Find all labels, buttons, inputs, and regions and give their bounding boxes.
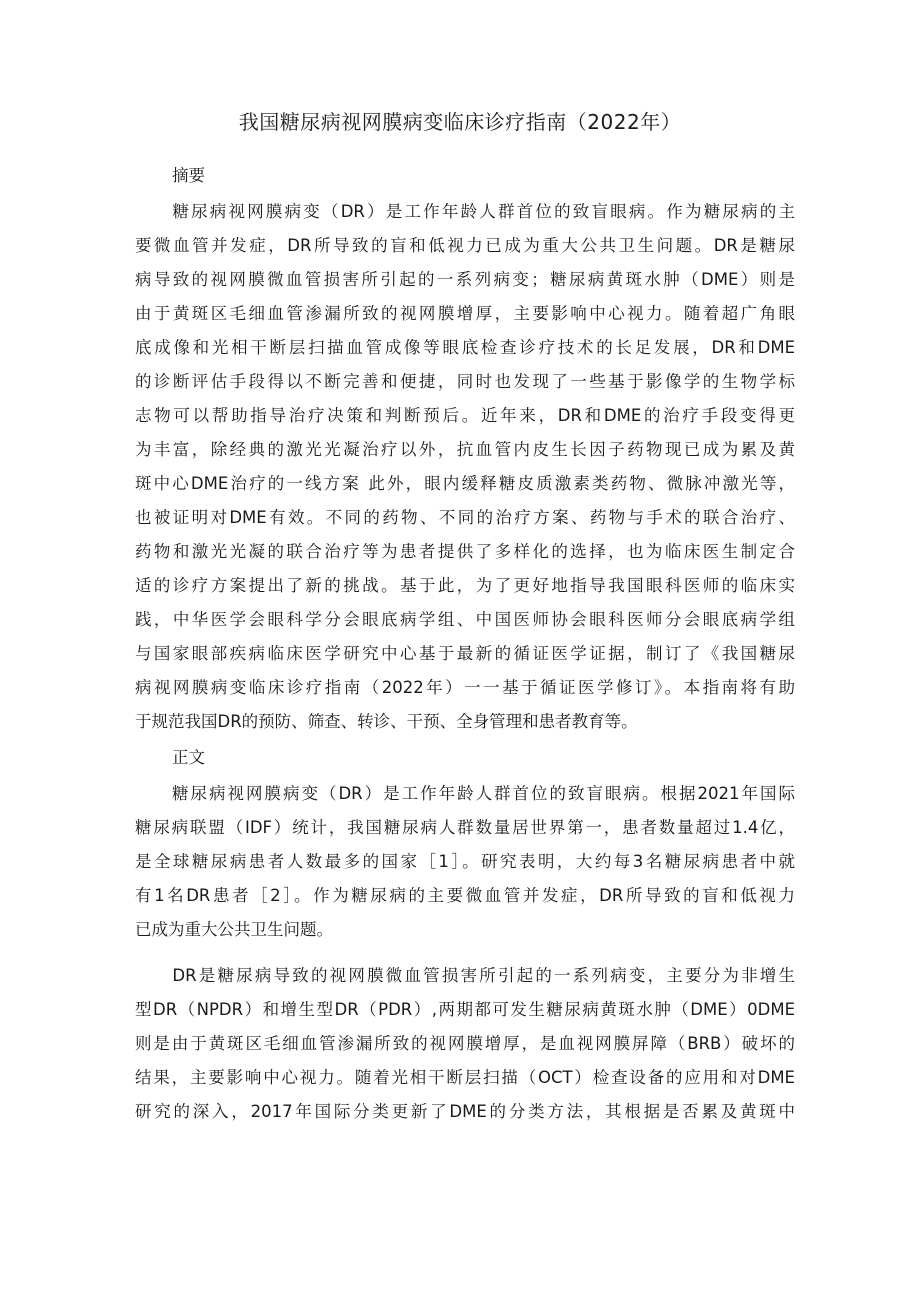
abstract-line: 的诊断评估手段得以不断完善和便捷，同时也发现了一些基于影像学的生物学标: [135, 372, 795, 391]
abstract-line: 由于黄斑区毛细血管渗漏所致的视网膜增厚，主要影响中心视力。随着超广角眼: [135, 304, 795, 323]
abstract-line: 于规范我国DR的预防、筛查、转诊、干预、全身管理和患者教育等。: [135, 712, 638, 731]
body-line: DR是糖尿病导致的视网膜微血管损害所引起的一系列病变，主要分为非增生: [135, 966, 795, 985]
body-line: 型DR（NPDR）和增生型DR（PDR）,两期都可发生糖尿病黄斑水肿（DME）0DME: [135, 1000, 795, 1019]
body-line: 是全球糖尿病患者人数最多的国家［1］。研究表明，大约每3名糖尿病患者中就: [135, 852, 795, 871]
abstract-line: 糖尿病视网膜病变（DR）是工作年龄人群首位的致盲眼病。作为糖尿病的主: [135, 202, 795, 221]
abstract-line: 要微血管并发症，DR所导致的盲和低视力已成为重大公共卫生问题。DR是糖尿: [135, 236, 795, 255]
body-line: 结果，主要影响中心视力。随着光相干断层扫描（OCT）检查设备的应用和对DME: [135, 1068, 795, 1087]
body-line: 有1名DR患者［2］。作为糖尿病的主要微血管并发症，DR所导致的盲和低视力: [135, 886, 795, 905]
abstract-line: 斑中心DME治疗的一线方案 此外，眼内缓释糖皮质激素类药物、微脉冲激光等，: [135, 474, 795, 493]
body-line: 糖尿病联盟（IDF）统计，我国糖尿病人群数量居世界第一，患者数量超过1.4亿，: [135, 818, 795, 837]
abstract-line: 病视网膜病变临床诊疗指南（2022年）一一基于循证医学修订》。本指南将有助: [135, 678, 795, 697]
abstract-line: 为丰富，除经典的激光光凝治疗以外，抗血管内皮生长因子药物现已成为累及黄: [135, 440, 795, 459]
body-line: 糖尿病视网膜病变（DR）是工作年龄人群首位的致盲眼病。根据2021年国际: [135, 784, 795, 803]
abstract-line: 底成像和光相干断层扫描血管成像等眼底检查诊疗技术的长足发展，DR和DME: [135, 338, 795, 357]
document-title: 我国糖尿病视网膜病变临床诊疗指南（2022年）: [238, 110, 682, 134]
body-line: 已成为重大公共卫生问题。: [135, 920, 333, 939]
abstract-line: 药物和激光光凝的联合治疗等为患者提供了多样化的选择，也为临床医生制定合: [135, 542, 795, 561]
abstract-line: 践，中华医学会眼科学分会眼底病学组、中国医师协会眼科医师分会眼底病学组: [135, 610, 795, 629]
abstract-line: 与国家眼部疾病临床医学研究中心基于最新的循证医学证据，制订了《我国糖尿: [135, 644, 795, 663]
abstract-line: 也被证明对DME有效。不同的药物、不同的治疗方案、药物与手术的联合治疗、: [135, 508, 795, 527]
abstract-heading: 摘要: [172, 166, 205, 185]
body-line: 则是由于黄斑区毛细血管渗漏所致的视网膜增厚，是血视网膜屏障（BRB）破坏的: [135, 1034, 795, 1053]
body-heading: 正文: [172, 748, 205, 767]
abstract-line: 病导致的视网膜微血管损害所引起的一系列病变；糖尿病黄斑水肿（DME）则是: [135, 270, 795, 289]
body-line: 研究的深入，2017年国际分类更新了DME的分类方法，其根据是否累及黄斑中: [135, 1102, 795, 1121]
abstract-line: 适的诊疗方案提出了新的挑战。基于此，为了更好地指导我国眼科医师的临床实: [135, 576, 795, 595]
abstract-line: 志物可以帮助指导治疗决策和判断预后。近年来，DR和DME的治疗手段变得更: [135, 406, 795, 425]
